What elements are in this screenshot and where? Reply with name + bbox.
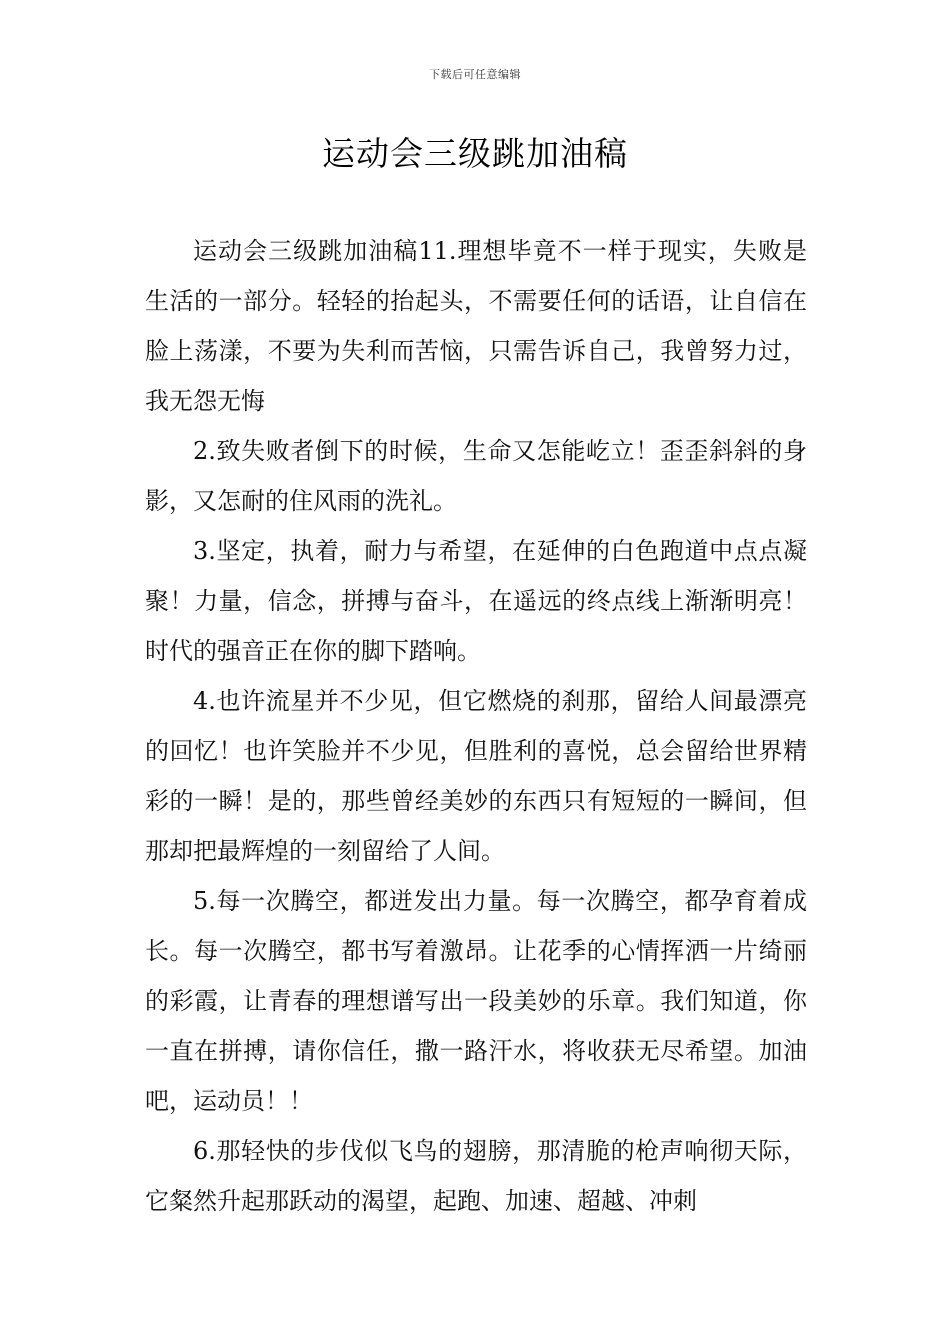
paragraph-6: 6.那轻快的步伐似飞鸟的翅膀，那清脆的枪声响彻天际，它粲然升起那跃动的渴望，起跑、加速、超越、冲刺 xyxy=(145,1137,807,1215)
document-title: 运动会三级跳加油稿 xyxy=(322,134,628,173)
paragraph-4: 4.也许流星并不少见，但它燃烧的刹那，留给人间最漂亮的回忆！也许笑脸并不少见，但胜利的喜悦，总会留给世界精彩的一瞬！是的，那些曾经美妙的东西只有短短的一瞬间，但那却把最辉煌的一刻留给了人间。 xyxy=(145,687,807,865)
paragraph-3: 3.坚定，执着，耐力与希望，在延伸的白色跑道中点点凝聚！力量，信念，拼搏与奋斗，在遥远的终点线上渐渐明亮！时代的强音正在你的脚下踏响。 xyxy=(145,537,807,665)
paragraph-1: 运动会三级跳加油稿11.理想毕竟不一样于现实，失败是生活的一部分。轻轻的抬起头，不需要任何的话语，让自信在脸上荡漾，不要为失利而苦恼，只需告诉自己，我曾努力过，我无怨无悔 xyxy=(145,237,807,415)
paragraph-5: 5.每一次腾空，都迸发出力量。每一次腾空，都孕育着成长。每一次腾空，都书写着激昂。让花季的心情挥洒一片绮丽的彩霞，让青春的理想谱写出一段美妙的乐章。我们知道，你一直在拼搏，请你信任，撒一路汗水，将收获无尽希望。加油吧，运动员！！ xyxy=(145,887,807,1115)
document-body xyxy=(145,226,807,1226)
header-note: 下载后可任意编辑 xyxy=(429,68,521,81)
paragraph-2: 2.致失败者倒下的时候，生命又怎能屹立！歪歪斜斜的身影，又怎耐的住风雨的洗礼。 xyxy=(145,437,807,515)
